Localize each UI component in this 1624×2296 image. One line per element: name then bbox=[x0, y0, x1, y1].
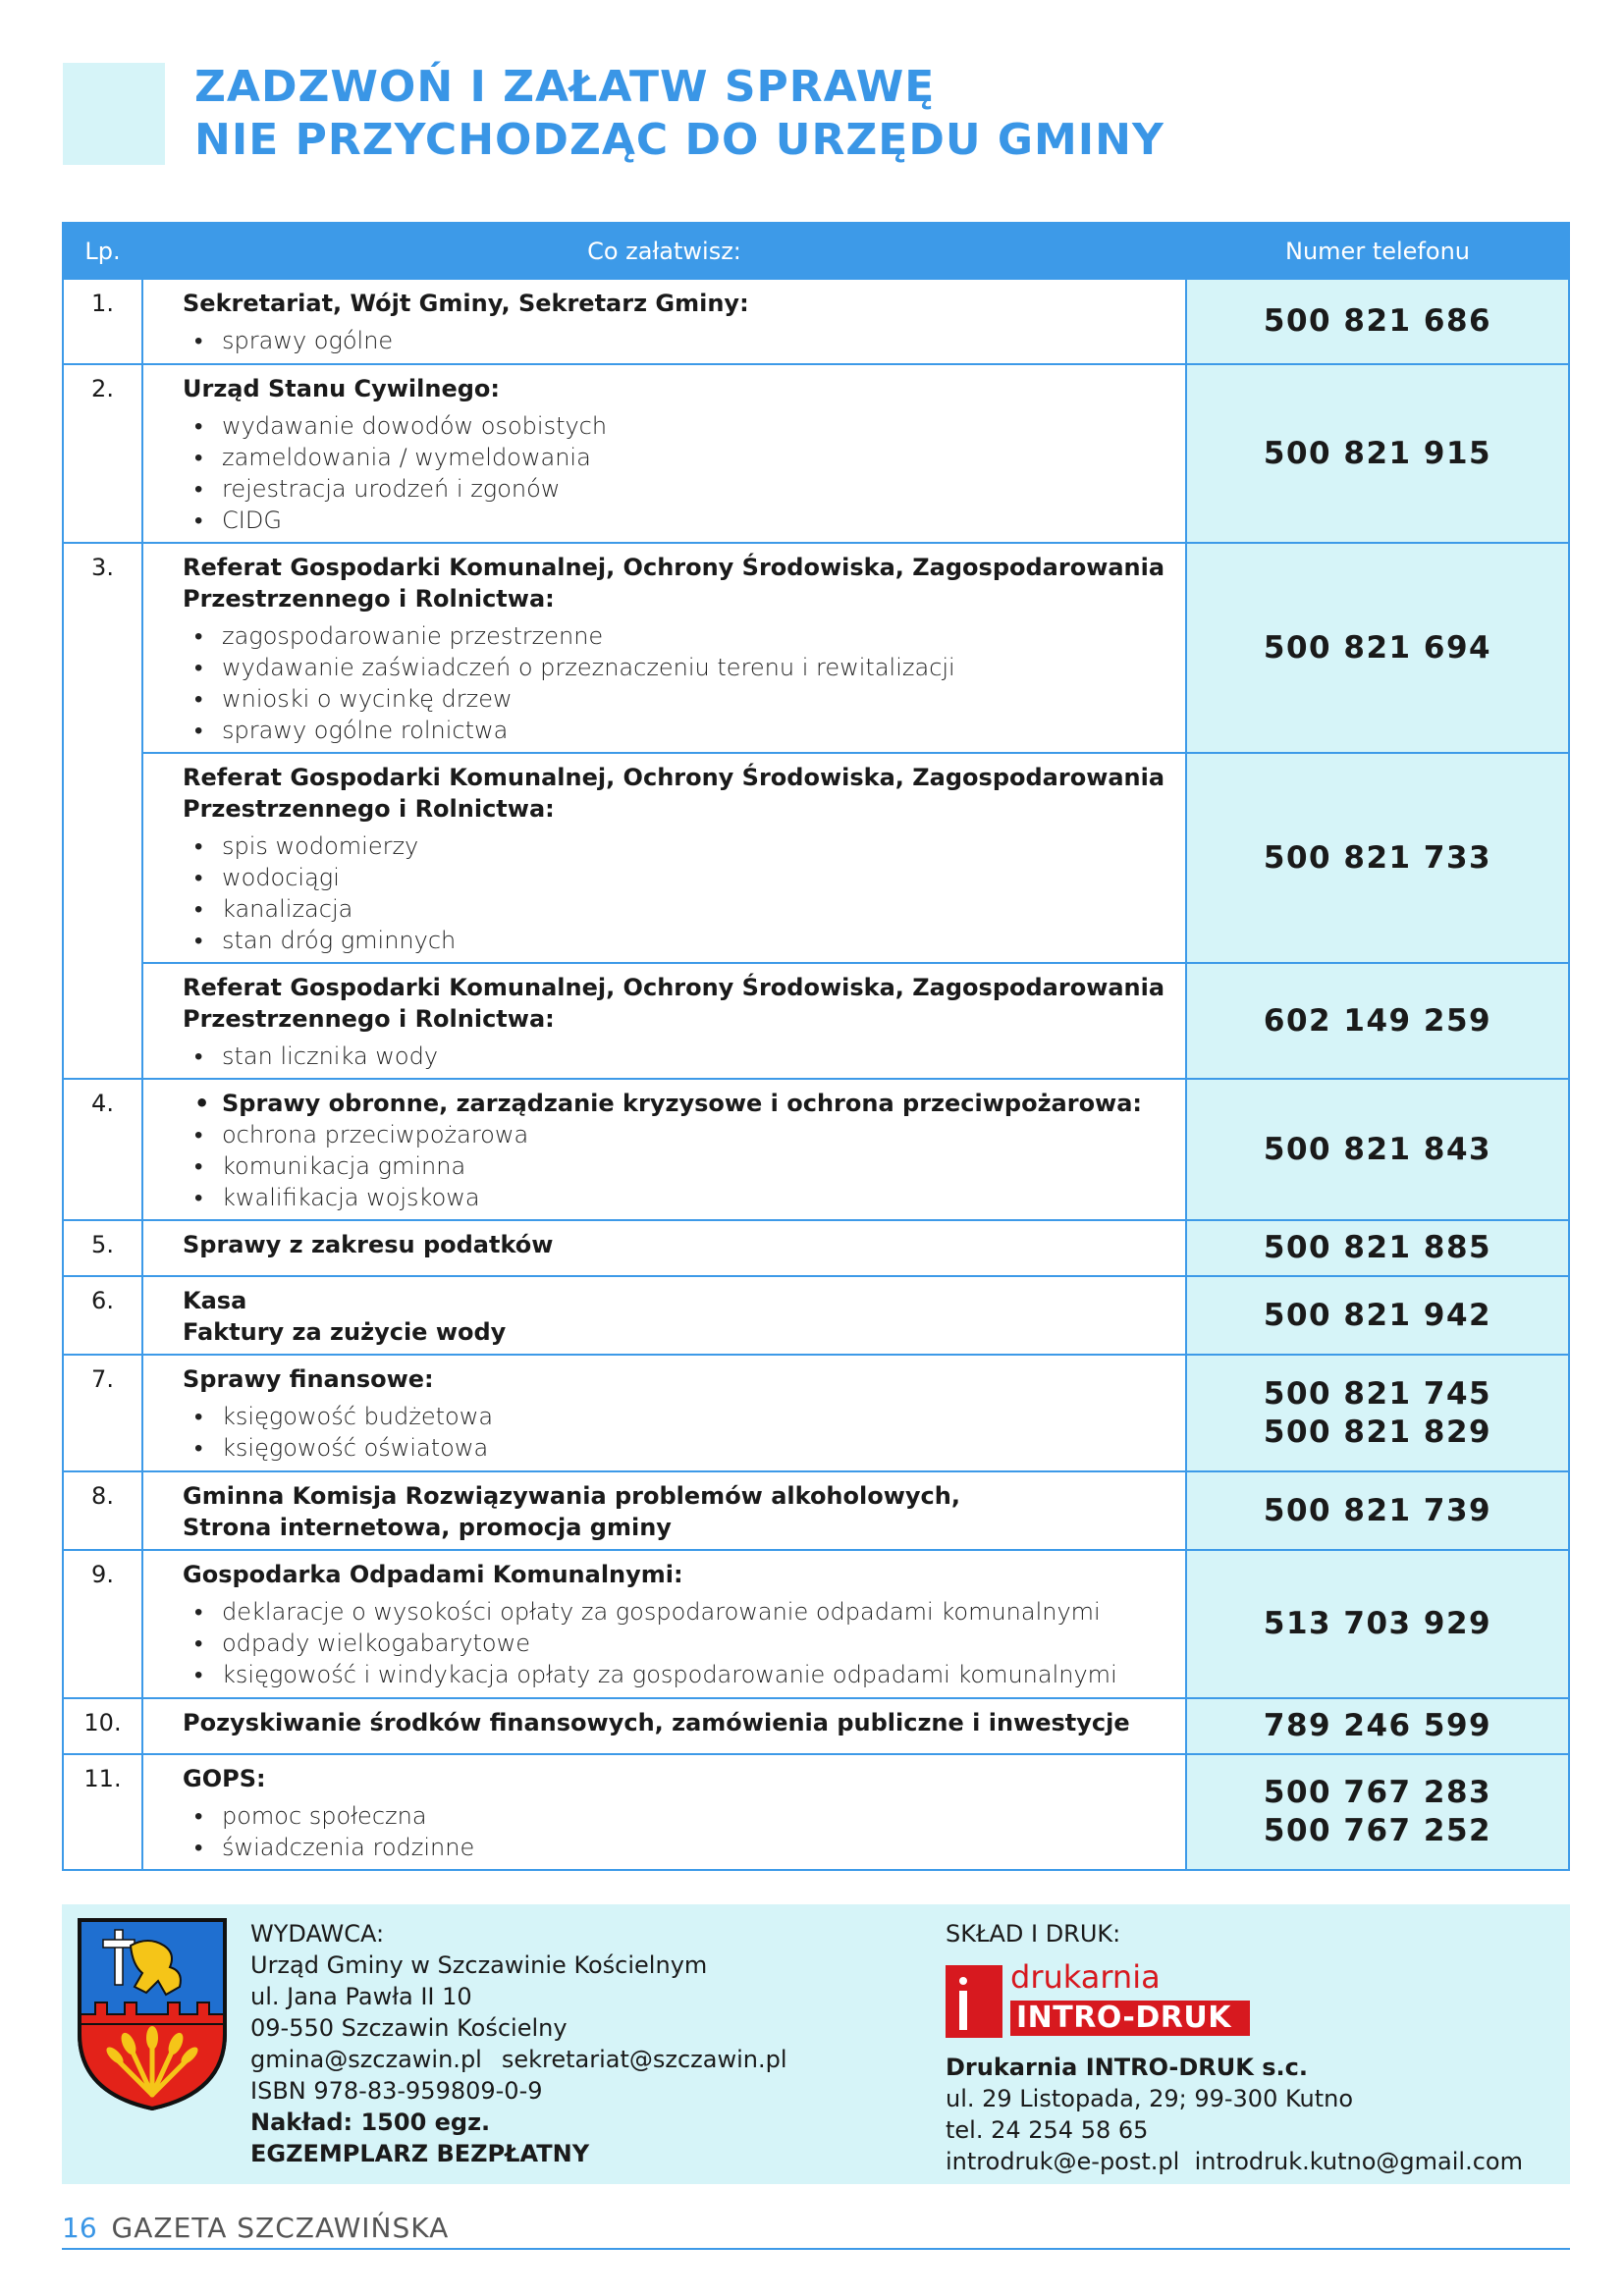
publisher-email-link[interactable]: sekretariat@szczawin.pl bbox=[501, 2046, 787, 2073]
publisher-email-link[interactable]: gmina@szczawin.pl bbox=[250, 2046, 482, 2073]
printer-info bbox=[946, 1918, 1523, 2177]
row-title: Gospodarka Odpadami Komunalnymi: bbox=[183, 1561, 683, 1588]
phone-number: 500 821 942 bbox=[1263, 1297, 1492, 1333]
row-description bbox=[142, 1276, 1186, 1355]
list-item: • deklaracje o wysokości opłaty za gospodarowanie odpadami komunalnymi bbox=[183, 1596, 1175, 1628]
phone-number: 500 821 885 bbox=[1263, 1230, 1492, 1265]
publisher-name: Urząd Gminy w Szczawinie Kościelnym bbox=[250, 1951, 708, 1979]
row-title: Gminna Komisja Rozwiązywania problemów alkoholowych, bbox=[183, 1482, 960, 1510]
row-title: Sprawy z zakresu podatków bbox=[183, 1231, 554, 1258]
row-number: 9. bbox=[63, 1550, 142, 1698]
phone-number: 789 246 599 bbox=[1263, 1708, 1492, 1743]
coat-of-arms-icon bbox=[74, 1916, 231, 2112]
phone-number: 500 821 915 bbox=[1263, 435, 1492, 471]
row-description bbox=[142, 364, 1186, 543]
printer-logo-icon bbox=[946, 1965, 1002, 2038]
list-item: • sprawy ogólne bbox=[183, 325, 1175, 356]
row-title-2: Strona internetowa, promocja gminy bbox=[183, 1514, 672, 1541]
list-item: • wnioski o wycinkę drzew bbox=[183, 683, 1175, 715]
list-item: • rejestracja urodzeń i zgonów bbox=[183, 473, 1175, 505]
list-item: • księgowość i windykacja opłaty za gospodarowanie odpadami komunalnymi bbox=[183, 1659, 1175, 1690]
header-desc: Co załatwisz: bbox=[142, 223, 1186, 279]
table-row bbox=[63, 963, 1569, 1079]
table-row bbox=[63, 279, 1569, 364]
page-title bbox=[194, 61, 1164, 167]
publisher-city: 09-550 Szczawin Kościelny bbox=[250, 2014, 568, 2042]
row-phone bbox=[1186, 1276, 1569, 1355]
row-number: 1. bbox=[63, 279, 142, 364]
row-title: GOPS: bbox=[183, 1765, 266, 1792]
list-item: • pomoc społeczna bbox=[183, 1800, 1175, 1832]
printer-emails bbox=[946, 2146, 1523, 2177]
header-phone: Numer telefonu bbox=[1186, 223, 1569, 279]
row-description bbox=[142, 1355, 1186, 1471]
page-number: 16 bbox=[62, 2212, 97, 2244]
phone-number: 602 149 259 bbox=[1263, 1002, 1492, 1039]
row-phone bbox=[1186, 1698, 1569, 1754]
row-title: Pozyskiwanie środków finansowych, zamówienia publiczne i inwestycje bbox=[183, 1709, 1130, 1736]
publisher-free-copy: EGZEMPLARZ BEZPŁATNY bbox=[250, 2140, 590, 2167]
list-item: • kanalizacja bbox=[183, 893, 1175, 925]
printer-email-link[interactable]: introdruk.kutno@gmail.com bbox=[1194, 2148, 1523, 2175]
printer-phone: tel. 24 254 58 65 bbox=[946, 2116, 1149, 2144]
phone-number: 500 821 694 bbox=[1263, 629, 1492, 666]
row-title: Kasa bbox=[183, 1287, 247, 1314]
row-items bbox=[183, 830, 1175, 956]
row-title: Urząd Stanu Cywilnego: bbox=[183, 375, 501, 402]
row-phone bbox=[1186, 753, 1569, 963]
publisher-info bbox=[250, 1918, 787, 2169]
table-row bbox=[63, 1355, 1569, 1471]
title-line-2: NIE PRZYCHODZĄC DO URZĘDU GMINY bbox=[194, 115, 1164, 165]
table-row bbox=[63, 1550, 1569, 1698]
list-item: • odpady wielkogabarytowe bbox=[183, 1628, 1175, 1659]
table-row bbox=[63, 1471, 1569, 1550]
row-title: Referat Gospodarki Komunalnej, Ochrony Środowiska, Zagospodarowania Przestrzennego i Rolnictwa: bbox=[183, 764, 1165, 823]
title-line-1: ZADZWOŃ I ZAŁATW SPRAWĘ bbox=[194, 62, 936, 112]
list-item: • sprawy ogólne rolnictwa bbox=[183, 715, 1175, 746]
row-number: 10. bbox=[63, 1698, 142, 1754]
row-description bbox=[142, 1471, 1186, 1550]
publisher-label: WYDAWCA: bbox=[250, 1920, 385, 1948]
row-number: 2. bbox=[63, 364, 142, 543]
row-items bbox=[183, 1401, 1175, 1464]
row-number: 3. bbox=[63, 543, 142, 1079]
phone-number: 513 703 929 bbox=[1263, 1606, 1492, 1641]
phone-number: 500 767 283 bbox=[1263, 1775, 1492, 1810]
phone-number: 500 821 843 bbox=[1263, 1131, 1492, 1167]
list-item: • wydawanie zaświadczeń o przeznaczeniu terenu i rewitalizacji bbox=[183, 652, 1175, 683]
phone-number: 500 821 745 bbox=[1263, 1375, 1492, 1412]
contacts-table bbox=[62, 222, 1570, 1871]
row-phone bbox=[1186, 364, 1569, 543]
row-phone bbox=[1186, 963, 1569, 1079]
printer-logo-bar: INTRO-DRUK bbox=[1010, 2001, 1250, 2036]
row-description bbox=[142, 1698, 1186, 1754]
page-footer bbox=[62, 2209, 1570, 2250]
phone-number: 500 821 829 bbox=[1263, 1414, 1492, 1450]
list-item: • księgowość budżetowa bbox=[183, 1401, 1175, 1432]
row-phone bbox=[1186, 279, 1569, 364]
row-phone bbox=[1186, 1079, 1569, 1220]
list-item: • komunikacja gminna bbox=[183, 1150, 1175, 1182]
row-phone bbox=[1186, 543, 1569, 753]
printer-logo bbox=[946, 1957, 1250, 2046]
list-item: • stan licznika wody bbox=[183, 1041, 1175, 1072]
printer-name: Drukarnia INTRO-DRUK s.c. bbox=[946, 2054, 1308, 2081]
list-item: • CIDG bbox=[183, 505, 1175, 536]
publisher-circulation: Nakład: 1500 egz. bbox=[250, 2109, 491, 2136]
row-items bbox=[183, 1119, 1175, 1213]
row-number: 8. bbox=[63, 1471, 142, 1550]
row-items bbox=[183, 410, 1175, 536]
row-title: Referat Gospodarki Komunalnej, Ochrony Środowiska, Zagospodarowania Przestrzennego i Rolnictwa: bbox=[183, 554, 1165, 613]
table-header-row bbox=[63, 223, 1569, 279]
publisher-isbn: ISBN 978-83-959809-0-9 bbox=[250, 2077, 543, 2105]
table-row bbox=[63, 1754, 1569, 1870]
phone-number: 500 767 252 bbox=[1263, 1813, 1492, 1848]
table-row bbox=[63, 753, 1569, 963]
row-description bbox=[142, 1550, 1186, 1698]
list-item: • świadczenia rodzinne bbox=[183, 1832, 1175, 1863]
row-number: 4. bbox=[63, 1079, 142, 1220]
list-item: • spis wodomierzy bbox=[183, 830, 1175, 862]
row-description bbox=[142, 279, 1186, 364]
row-phone bbox=[1186, 1754, 1569, 1870]
printer-logo-top: drukarnia bbox=[1010, 1958, 1161, 1996]
row-phone bbox=[1186, 1471, 1569, 1550]
row-number: 7. bbox=[63, 1355, 142, 1471]
row-description bbox=[142, 1220, 1186, 1276]
row-title: Referat Gospodarki Komunalnej, Ochrony Środowiska, Zagospodarowania Przestrzennego i Rolnictwa: bbox=[183, 974, 1165, 1033]
row-title: Sekretariat, Wójt Gminy, Sekretarz Gminy: bbox=[183, 290, 749, 317]
row-items bbox=[183, 620, 1175, 746]
table-row bbox=[63, 1220, 1569, 1276]
list-item: • księgowość oświatowa bbox=[183, 1432, 1175, 1464]
row-description bbox=[142, 1754, 1186, 1870]
table-row bbox=[63, 364, 1569, 543]
list-item: • stan dróg gminnych bbox=[183, 925, 1175, 956]
publisher-emails bbox=[250, 2044, 787, 2075]
publisher-street: ul. Jana Pawła II 10 bbox=[250, 1983, 472, 2010]
publication-name: GAZETA SZCZAWIŃSKA bbox=[111, 2212, 450, 2244]
phone-number: 500 821 686 bbox=[1263, 303, 1492, 339]
row-phone bbox=[1186, 1550, 1569, 1698]
row-items bbox=[183, 1041, 1175, 1072]
row-phone bbox=[1186, 1220, 1569, 1276]
row-description bbox=[142, 1079, 1186, 1220]
row-number: 11. bbox=[63, 1754, 142, 1870]
table-row bbox=[63, 1276, 1569, 1355]
table-row bbox=[63, 1079, 1569, 1220]
list-item: • zameldowania / wymeldowania bbox=[183, 442, 1175, 473]
phone-number: 500 821 739 bbox=[1263, 1492, 1492, 1528]
list-item: • zagospodarowanie przestrzenne bbox=[183, 620, 1175, 652]
row-items bbox=[183, 1596, 1175, 1690]
row-description bbox=[142, 753, 1186, 963]
row-items bbox=[183, 325, 1175, 356]
row-title: Sprawy finansowe: bbox=[183, 1365, 434, 1393]
printer-label: SKŁAD I DRUK: bbox=[946, 1920, 1121, 1948]
header-lp: Lp. bbox=[63, 223, 142, 279]
phone-number: 500 821 733 bbox=[1263, 839, 1492, 876]
table-row bbox=[63, 1698, 1569, 1754]
title-decoration-square bbox=[63, 63, 165, 165]
row-description bbox=[142, 543, 1186, 753]
row-number: 5. bbox=[63, 1220, 142, 1276]
row-items bbox=[183, 1800, 1175, 1863]
printer-email-link[interactable]: introdruk@e-post.pl bbox=[946, 2148, 1180, 2175]
list-item: • wodociągi bbox=[183, 862, 1175, 893]
row-phone bbox=[1186, 1355, 1569, 1471]
printer-address: ul. 29 Listopada, 29; 99-300 Kutno bbox=[946, 2085, 1354, 2112]
list-item: • ochrona przeciwpożarowa bbox=[183, 1119, 1175, 1150]
table-row bbox=[63, 543, 1569, 753]
row-description bbox=[142, 963, 1186, 1079]
list-item: • wydawanie dowodów osobistych bbox=[183, 410, 1175, 442]
row-title-2: Faktury za zużycie wody bbox=[183, 1318, 507, 1346]
row-number: 6. bbox=[63, 1276, 142, 1355]
imprint-box bbox=[62, 1904, 1570, 2184]
list-item: • kwalifikacja wojskowa bbox=[183, 1182, 1175, 1213]
row-title: • Sprawy obronne, zarządzanie kryzysowe i ochrona przeciwpożarowa: bbox=[183, 1088, 1175, 1119]
